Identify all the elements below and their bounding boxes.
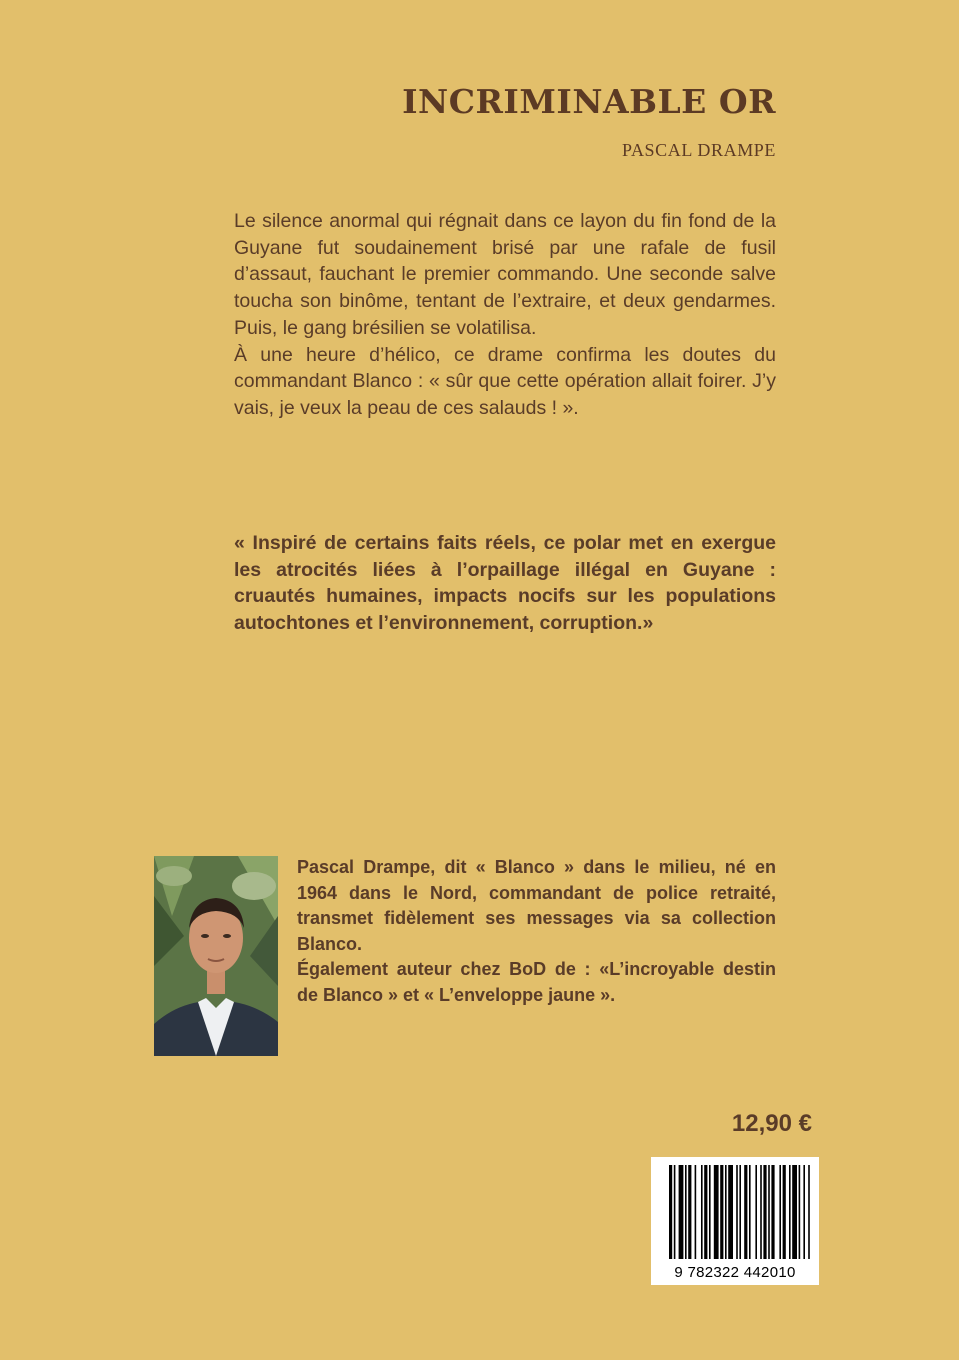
- barcode-bar: [755, 1165, 757, 1259]
- barcode-bar: [695, 1165, 697, 1259]
- barcode-bar: [679, 1165, 684, 1259]
- barcode-bar: [799, 1165, 801, 1259]
- barcode-bar: [789, 1165, 791, 1259]
- barcode-bar: [803, 1165, 805, 1259]
- barcode-bar: [704, 1165, 707, 1259]
- bio-paragraph-2: Également auteur chez BoD de : «L’incroyable destin de Blanco » et « L’enveloppe jaune ».: [297, 959, 776, 1005]
- barcode-bar: [669, 1165, 672, 1259]
- synopsis-paragraph-1: Le silence anormal qui régnait dans ce layon du fin fond de la Guyane fut soudainement brisé par une rafale de fusil d’assaut, fauchant le premier commando. Une seconde salve toucha son binôme, tentant de l’extraire, et deux gendarmes. Puis, le gang brésilien se volatilisa.: [234, 210, 776, 339]
- barcode-bar: [739, 1165, 741, 1259]
- isbn-number: 9 782322 442010: [674, 1264, 796, 1281]
- barcode-bar: [725, 1165, 727, 1259]
- synopsis-paragraph-2: À une heure d’hélico, ce drame confirma les doutes du commandant Blanco : « sûr que cette opération allait foirer. J’y vais, je veux la peau de ces salauds ! ».: [234, 343, 776, 419]
- barcode-bar: [744, 1165, 747, 1259]
- barcode-bar: [728, 1165, 733, 1259]
- barcode-bar: [768, 1165, 770, 1259]
- pull-quote: « Inspiré de certains faits réels, ce polar met en exergue les atrocités liées à l’orpaillage illégal en Guyane : cruautés humaines, impacts nocifs sur les populations autochtones et l’environnement, corruption.»: [234, 532, 776, 635]
- barcode-bar: [720, 1165, 723, 1259]
- synopsis: [234, 208, 776, 422]
- bio-paragraph-1: Pascal Drampe, dit « Blanco » dans le milieu, né en 1964 dans le Nord, commandant de police retraité, transmet fidèlement ses messages via sa collection Blanco.: [297, 857, 776, 954]
- barcode-bar: [736, 1165, 738, 1259]
- isbn-barcode: [651, 1157, 819, 1285]
- author-name: PASCAL DRAMPE: [621, 140, 776, 160]
- author-bio: [297, 855, 776, 1008]
- barcode-bar: [808, 1165, 810, 1259]
- barcode-bar: [783, 1165, 786, 1259]
- author-photo: [154, 856, 278, 1056]
- barcode-bar: [792, 1165, 797, 1259]
- barcode-bar: [760, 1165, 762, 1259]
- barcode-bar: [763, 1165, 766, 1259]
- barcode-bar: [709, 1165, 711, 1259]
- price-label: 12,90 €: [731, 1110, 812, 1137]
- book-title: INCRIMINABLE OR: [402, 82, 776, 121]
- barcode-bar: [779, 1165, 781, 1259]
- barcode-bar: [749, 1165, 751, 1259]
- barcode-bar: [701, 1165, 703, 1259]
- barcode-bar: [685, 1165, 687, 1259]
- barcode-bar: [714, 1165, 719, 1259]
- barcode-bar: [771, 1165, 774, 1259]
- barcode-bar: [674, 1165, 676, 1259]
- barcode-bar: [688, 1165, 691, 1259]
